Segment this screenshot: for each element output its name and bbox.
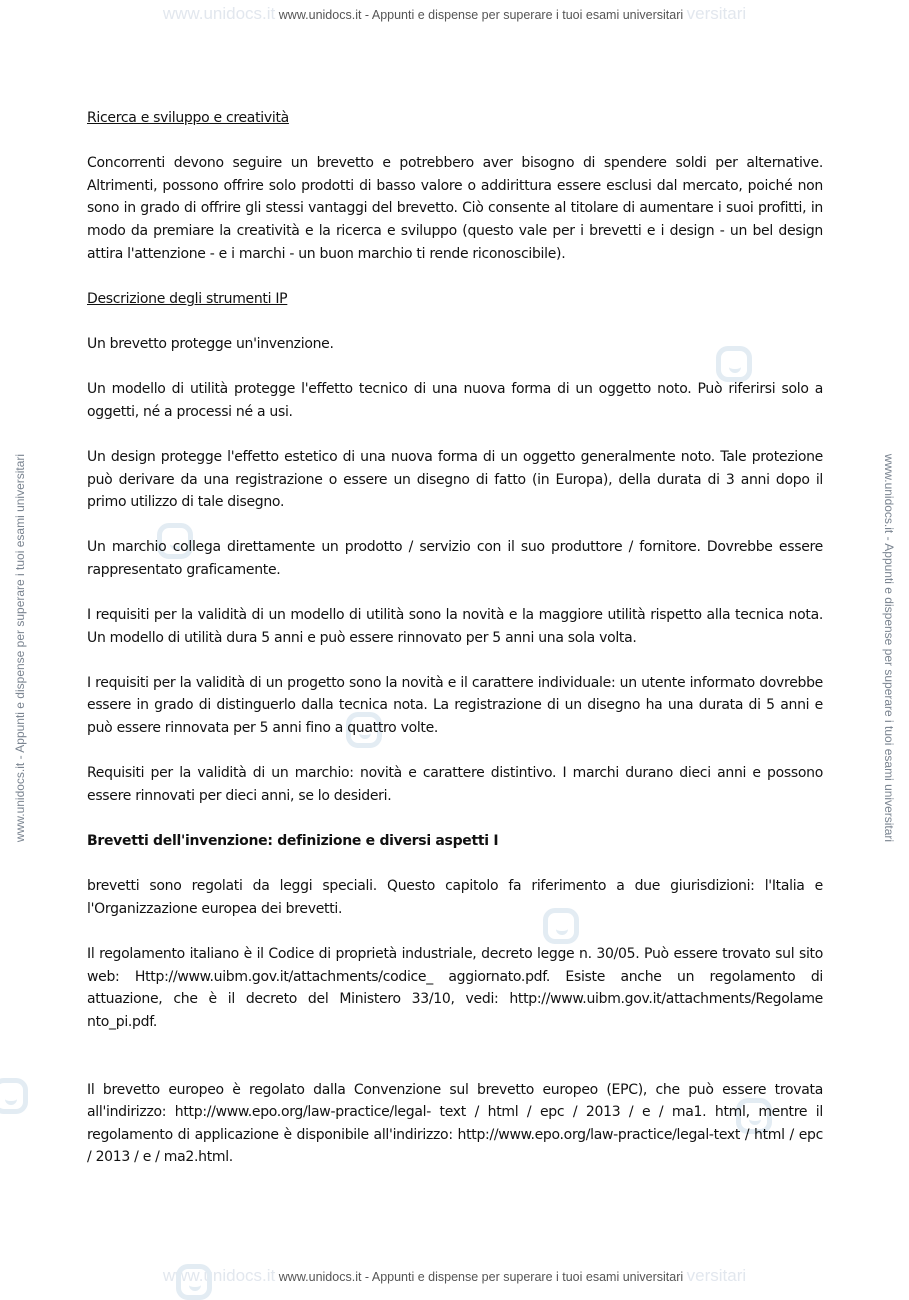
spacer: [87, 1056, 823, 1079]
watermark-left: www.unidocs.it - Appunti e dispense per superare i tuoi esami universitari: [13, 453, 27, 843]
watermark-bottom: [0, 1266, 909, 1286]
bold-heading: Brevetti dell'invenzione: definizione e diversi aspetti I: [87, 833, 499, 849]
watermark-faded-right: versitari: [686, 1266, 747, 1285]
section-heading: Descrizione degli strumenti IP: [87, 290, 288, 307]
watermark-bottom-text: www.unidocs.it - Appunti e dispense per superare i tuoi esami universitari: [278, 1270, 684, 1284]
watermark-right: www.unidocs.it - Appunti e dispense per superare i tuoi esami universitari: [882, 453, 896, 843]
watermark-logo-icon: [0, 1078, 28, 1114]
watermark-top-text: www.unidocs.it - Appunti e dispense per superare i tuoi esami universitari: [278, 8, 684, 22]
paragraph: Concorrenti devono seguire un brevetto e potrebbero aver bisogno di spendere soldi per alternative. Altrimenti, possono offrire solo prodotti di basso valore o addirittura essere esclusi dal mercato, poiché non sono in grado di offrire gli stessi vantaggi del brevetto. Ciò consente al titolare di aumentare i suoi profitti, in modo da premiare la creatività e la ricerca e sviluppo (questo vale per i brevetti e i design - un bel design attira l'attenzione - e i marchi - un buon marchio ti rende riconoscibile).: [87, 155, 823, 262]
paragraph: Un marchio collega direttamente un prodotto / servizio con il suo produttore / fornitore. Dovrebbe essere rappresentato graficamente.: [87, 539, 823, 578]
paragraph: I requisiti per la validità di un modello di utilità sono la novità e la maggiore utilità rispetto alla tecnica nota. Un modello di utilità dura 5 anni e può essere rinnovato per 5 anni una sola volta.: [87, 607, 823, 646]
paragraph: Un modello di utilità protegge l'effetto tecnico di una nuova forma di un oggetto noto. Può riferirsi solo a oggetti, né a processi né a usi.: [87, 381, 823, 420]
paragraph: Il brevetto europeo è regolato dalla Convenzione sul brevetto europeo (EPC), che può essere trovata all'indirizzo: http://www.epo.org/law-practice/legal- text / html / epc / 2013 / e / ma1. html, mentre il regolamento di applicazione è disponibile all'indirizzo: http://www.epo.org/law-practice/legal-text / html / epc / 2013 / e / ma2.html.: [87, 1081, 823, 1166]
paragraph: Un design protegge l'effetto estetico di una nuova forma di un oggetto generalmente noto. Tale protezione può derivare da una registrazione o essere un disegno di fatto (in Europa), della durata di 3 anni dopo il primo utilizzo di tale disegno.: [87, 448, 823, 511]
watermark-top: [0, 4, 909, 24]
paragraph: Requisiti per la validità di un marchio: novità e carattere distintivo. I marchi durano dieci anni e possono essere rinnovati per dieci anni, se lo desideri.: [87, 765, 823, 804]
paragraph: brevetti sono regolati da leggi speciali. Questo capitolo fa riferimento a due giurisdizioni: l'Italia e l'Organizzazione europea dei brevetti.: [87, 878, 823, 917]
paragraph: Il regolamento italiano è il Codice di proprietà industriale, decreto legge n. 30/05. Può essere trovato sul sito web: Http://www.uibm.gov.it/attachments/codice_ aggiornato.pdf. Esiste anche un regolamento di attuazione, che è il decreto del Ministero 33/10, vedi: http://www.uibm.gov.it/attachments/Regolame nto_pi.pdf.: [87, 945, 823, 1030]
watermark-faded-right: versitari: [686, 4, 747, 23]
document-body: [87, 107, 823, 1192]
watermark-logo-icon: [176, 1264, 212, 1300]
paragraph: Un brevetto protegge un'invenzione.: [87, 335, 334, 352]
watermark-faded-left: www.unidocs.it: [162, 4, 276, 23]
paragraph: I requisiti per la validità di un progetto sono la novità e il carattere individuale: un utente informato dovrebbe essere in grado di distinguerlo dalla tecnica nota. La registrazione di un disegno ha una durata di 5 anni e può essere rinnovata per 5 anni fino a quattro volte.: [87, 674, 823, 737]
watermark-faded-left: www.unidocs.it: [162, 1266, 276, 1285]
section-heading: Ricerca e sviluppo e creatività: [87, 110, 289, 126]
